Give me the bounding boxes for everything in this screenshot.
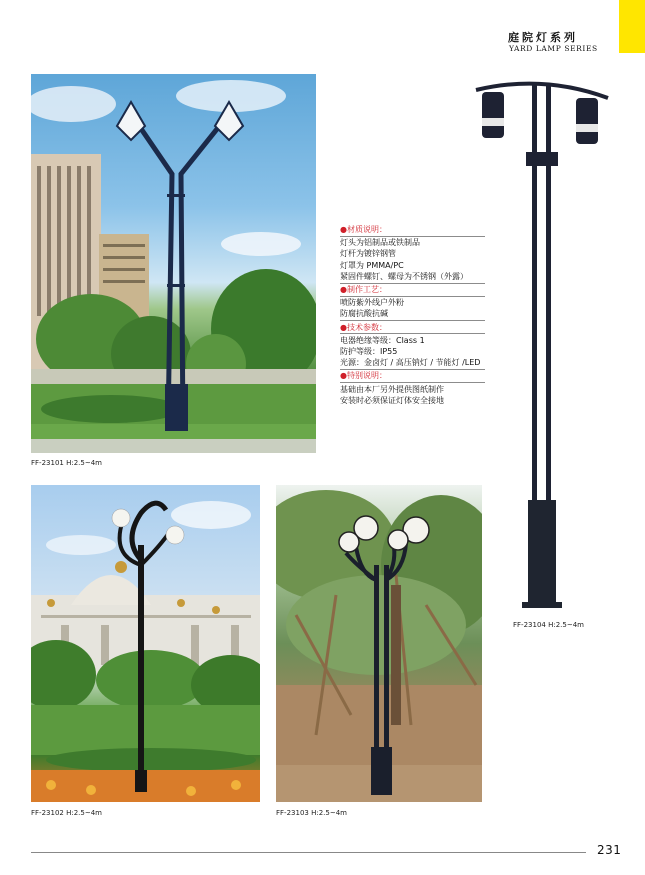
caption-ff23101: FF-23101 H:2.5~4m [31,459,102,467]
material-line: 灯头为铝制品或铁制品 [340,238,420,248]
special-line: 安装时必须保证灯体安全接地 [340,395,444,405]
tech-heading: ●技术参数： [340,322,387,332]
caption-ff23104: FF-23104 H:2.5~4m [513,621,584,629]
lamp-photo-ff23103 [276,485,482,802]
material-line: 紧固件螺钉、螺母为不锈钢（外露） [340,271,468,281]
lamp-photo-ff23104 [468,80,618,615]
special-line: 基础由本厂另外提供图纸制作 [340,384,444,394]
tech-line: 防护等级：IP55 [340,347,398,357]
lamp-photo-ff23102 [31,485,260,802]
page-number: 231 [597,843,622,857]
footer-rule [31,852,586,853]
material-line: 灯杆为镀锌钢管 [340,249,396,259]
lamp-photo-ff23101 [31,74,316,453]
caption-ff23103: FF-23103 H:2.5~4m [276,809,347,817]
special-heading: ●特别说明： [340,371,387,381]
material-heading: ●材质说明： [340,225,387,234]
caption-ff23102: FF-23102 H:2.5~4m [31,809,102,817]
spec-block [340,224,485,406]
material-line: 灯罩为 PMMA/PC [340,260,404,270]
series-subtitle: YARD LAMP SERIES [509,44,598,53]
yellow-page-tab [619,0,645,53]
tech-line: 光源：金卤灯 / 高压钠灯 / 节能灯 /LED [340,358,481,368]
tech-line: 电器绝缘等级：Class 1 [340,335,425,345]
process-line: 喷防紫外线户外粉 [340,298,404,308]
process-line: 防腐抗酸抗碱 [340,309,388,319]
series-title: 庭院灯系列 [508,31,578,44]
process-heading: ●制作工艺： [340,285,387,295]
